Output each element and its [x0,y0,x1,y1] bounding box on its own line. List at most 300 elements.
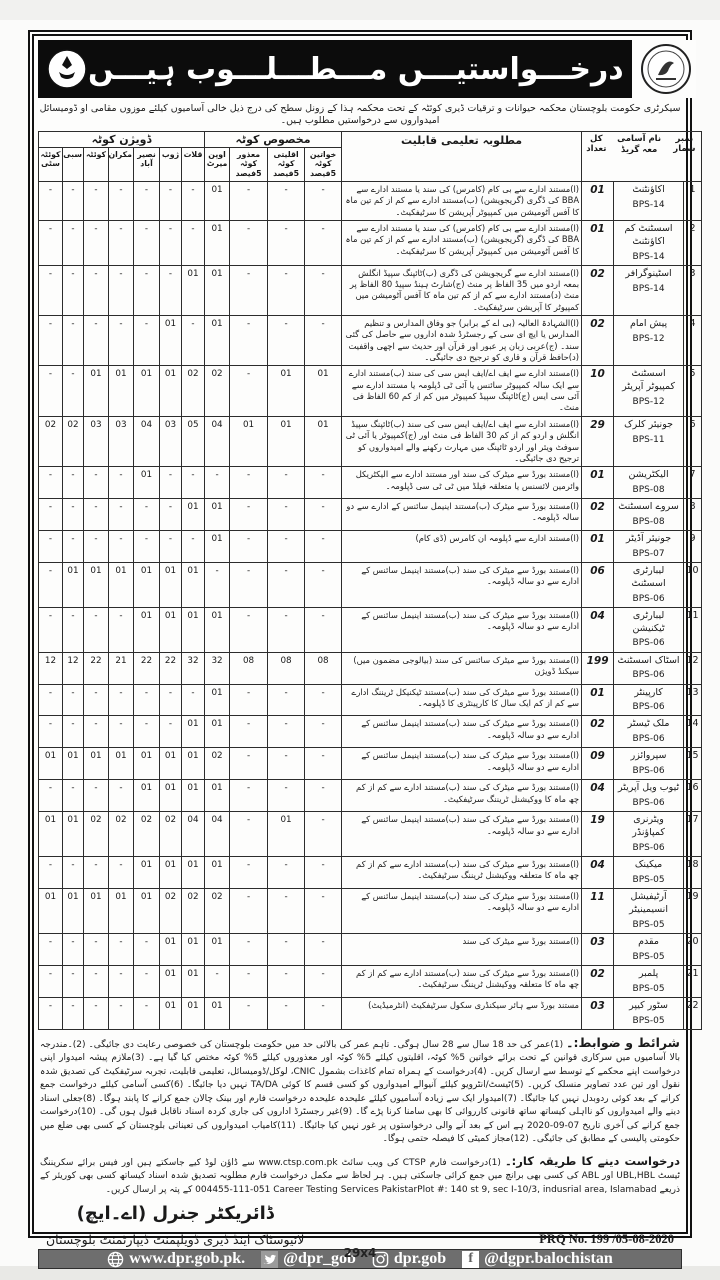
quota-cell: 02 [39,416,63,466]
quota-cell: 01 [205,531,230,563]
quota-cell: 01 [63,889,84,934]
serial-cell: 2 [684,220,702,265]
quota-cell: 01 [205,716,230,748]
quota-cell: - [134,316,160,366]
quota-cell: - [305,889,342,934]
serial-cell: 4 [684,316,702,366]
table-row [39,181,702,220]
quota-cell: - [84,467,109,499]
quota-cell: - [305,748,342,780]
quota-cell: - [268,467,305,499]
quota-cell: - [84,997,109,1029]
post-cell [614,531,684,563]
total-cell: 03 [582,933,614,965]
post-cell [614,857,684,889]
quota-cell: - [39,965,63,997]
qualification-cell: (ا)مستند بورڈ سے میٹرک (ب)مستند اینیمل سائنس کے ادارے سے دو سالہ ڈپلومہ۔ [342,499,582,531]
quota-cell: 01 [268,416,305,466]
table-row [39,467,702,499]
ad-title: درخـــواستیـــں مـــطـــلـــوب ہیـــں [88,51,624,87]
quota-cell: 02 [182,366,205,416]
quota-cell: - [39,220,63,265]
quota-cell: 12 [39,652,63,684]
post-name: ویٹرنری کمپاؤنڈر [632,814,665,839]
quota-cell: 03 [160,416,182,466]
quota-cell: 01 [134,857,160,889]
government-seal-icon [636,40,696,98]
post-name: لیبارٹری ٹیکنیشن [632,609,665,634]
quota-cell: - [109,607,134,652]
quota-cell: 01 [109,748,134,780]
quota-cell: - [134,716,160,748]
serial-cell: 13 [684,684,702,716]
total-cell: 04 [582,780,614,812]
quota-cell: - [63,366,84,416]
quota-cell: 01 [160,933,182,965]
quota-cell: 01 [182,499,205,531]
total-cell: 02 [582,716,614,748]
qualification-cell: (ا)مستند بورڈ سے میٹرک کی سند (ب)مستند اینیمل سائنس کے ادارے سے دو سالہ ڈپلومہ۔ [342,812,582,857]
serial-cell: 1 [684,181,702,220]
total-cell: 09 [582,748,614,780]
table-row [39,220,702,265]
quota-cell: 02 [205,366,230,416]
quota-cell: 32 [205,652,230,684]
quota-cell: - [39,857,63,889]
table-row [39,716,702,748]
quota-cell: - [230,366,268,416]
post-grade: BPS-05 [632,919,665,930]
post-cell [614,563,684,608]
quota-cell: - [230,997,268,1029]
quota-cell: - [230,684,268,716]
quota-cell: 05 [182,416,205,466]
quota-cell: - [305,531,342,563]
quota-cell: - [84,265,109,315]
quota-cell: - [84,933,109,965]
qualification-cell: (ا)مستند ادارے سے ایف اے/ایف ایس سی کی سند (ب)مستند ادارے سے ایک سالہ کمپیوٹر سائنس یا آئی ٹی ڈپلومہ یا مستند ادارے سے آئی سی ایس (ج)ٹائپنگ سپیڈ کمپیوٹر میں کم از کم 60 الفاظ فی منٹ۔ [342,366,582,416]
quota-cell: - [39,563,63,608]
post-cell [614,780,684,812]
qualification-cell: (ا)مستند ادارے سے گریجویشن کی ڈگری (ب)ٹائپنگ سپیڈ انگلش بمعہ اردو میں 35 الفاظ پر منٹ (ج)شارٹ ہینڈ سپیڈ 80 الفاظ پر منٹ (د)مستند ادارے سے کم از کم تین ماہ کا آفس آٹومیشن میں کمپیوٹر کا آپریشن سرٹیفکیٹ۔ [342,265,582,315]
serial-cell: 3 [684,265,702,315]
quota-cell: 02 [160,812,182,857]
vacancy-table-body [39,181,702,1029]
qualification-cell: (ا)مستند بورڈ سے میٹرک کی سند (ب)مستند ادارے سے کم از کم چھ ماہ کا ووکیشنل ٹریننگ سرٹیفکیٹ۔ [342,780,582,812]
quota-cell: 01 [134,607,160,652]
quota-cell: 01 [205,316,230,366]
serial-cell: 10 [684,563,702,608]
quota-cell: - [230,933,268,965]
total-cell: 01 [582,467,614,499]
quota-cell: 02 [109,812,134,857]
quota-cell: - [268,563,305,608]
facebook-icon: f [462,1251,479,1268]
qualification-cell: (ا)مستند ادارے سے ایف اے/ایف ایس سی کی سند (ب)ٹائپنگ سپیڈ انگلش و اردو کم از کم 30 الفاظ فی منٹ اور (ج)کمپیوٹر یا آئی ٹی سوفٹ ویئر اور اردو ٹائپنگ میں مہارت رکھنے والے امیدواروں کو ترجیح دی جائیگی۔ [342,416,582,466]
quota-cell: - [230,531,268,563]
quota-cell: 02 [205,748,230,780]
quota-cell: - [305,265,342,315]
post-grade: BPS-06 [632,670,665,681]
table-row [39,366,702,416]
special-quota-header: مخصوص کوٹہ [205,131,342,147]
quota-cell: - [39,499,63,531]
qualification-cell: (ا)مستند ادارے سے ڈپلومہ ان کامرس (ڈی کام) [342,531,582,563]
quota-cell: - [305,684,342,716]
total-cell: 11 [582,889,614,934]
print-size-caption: 29x4 [343,1246,377,1260]
quota-cell: - [39,997,63,1029]
post-grade: BPS-14 [632,199,665,210]
quota-cell: - [230,716,268,748]
quota-cell: 12 [63,652,84,684]
post-grade: BPS-07 [632,548,665,559]
quota-cell: - [182,220,205,265]
quota-cell: 01 [205,933,230,965]
serial-cell: 5 [684,366,702,416]
total-header: کل تعداد [586,133,607,154]
quota-cell: 01 [160,780,182,812]
quota-cell: - [230,857,268,889]
post-name: جونیئر آڈیٹر [626,533,672,545]
post-name: ملک ٹیسٹر [627,718,670,730]
total-cell: 02 [582,965,614,997]
post-grade: BPS-06 [632,593,665,604]
quota-cell: - [230,499,268,531]
total-cell: 04 [582,857,614,889]
procedure-text: (1)درخواست فارم CTSP کی ویب سائٹ www.ctsp.com.pk سے ڈاؤن لوڈ کیے جاسکتے ہیں اور فیس برائے سکریننگ ٹیسٹ UBL,HBL اور ABL کی کسی بھی برانچ میں جمع کرائی جاسکتی ہیں۔ ہر لحاظ سے مکمل درخواست فارم مطلوبہ تصدیق شدہ اسناد کیساتھ کسی بھی کوریئر کے ذریعے [40,1157,680,1195]
quota-cell: 01 [182,933,205,965]
quota-cell: - [39,716,63,748]
quota-cell: - [182,531,205,563]
post-grade: BPS-06 [632,638,665,649]
quota-cell: 04 [205,416,230,466]
quota-cell: 01 [160,563,182,608]
quota-cell: 22 [134,652,160,684]
quota-cell: 01 [230,416,268,466]
serial-cell: 17 [684,812,702,857]
quota-cell: 08 [268,652,305,684]
post-cell [614,499,684,531]
table-row [39,607,702,652]
quota-cell: 01 [205,181,230,220]
quota-cell: - [63,220,84,265]
quota-cell: - [230,780,268,812]
quota-column-header: معذور کوٹہ 5فیصد [230,147,268,181]
quota-column-header: قلات [182,147,205,181]
qualification-cell: (ا)مستند بورڈ سے میٹرک کی سند (ب)مستند اینیمل سائنس کے ادارے سے دو سالہ ڈپلومہ۔ [342,748,582,780]
quota-cell: - [268,499,305,531]
post-name: سپروائزر [630,750,667,762]
post-grade: BPS-05 [632,951,665,962]
quota-cell: - [230,607,268,652]
quota-cell: - [109,857,134,889]
post-cell [614,684,684,716]
post-name: اکاؤنٹنٹ [632,183,665,195]
quota-cell: - [134,684,160,716]
serial-post-total-header [582,131,702,181]
terms-heading: شرائط و ضوابط:۔ [566,1034,680,1050]
quota-cell: 01 [39,812,63,857]
quota-cell: - [230,563,268,608]
post-cell [614,265,684,315]
quota-cell: 01 [305,416,342,466]
post-grade: BPS-14 [632,283,665,294]
total-cell: 02 [582,499,614,531]
total-cell: 02 [582,265,614,315]
quota-cell: - [109,965,134,997]
quota-cell: - [63,780,84,812]
qualification-cell: (ا)مستند ادارے سے بی کام (کامرس) کی سند یا مستند ادارے سے BBA کی ڈگری (گریجویشن) (ب)مستند ادارے سے کم از کم تین ماہ کا آفس آٹومیشن میں کمپیوٹر آپریشن کا سرٹیفکیٹ۔ [342,220,582,265]
total-cell: 02 [582,316,614,366]
quota-cell: 08 [305,652,342,684]
quota-cell: - [134,181,160,220]
quota-cell: 01 [182,716,205,748]
quota-cell: - [84,607,109,652]
quota-cell: - [305,563,342,608]
quota-cell: - [305,607,342,652]
quota-cell: - [63,716,84,748]
quota-cell: 01 [84,366,109,416]
quota-cell: - [268,316,305,366]
quota-cell: - [84,181,109,220]
qualification-cell: (ا)مستند بورڈ سے میٹرک کی سند [342,933,582,965]
quota-cell: 02 [134,812,160,857]
quota-cell: 01 [134,366,160,416]
serial-cell: 21 [684,965,702,997]
quota-cell: - [39,467,63,499]
quota-cell: - [230,265,268,315]
total-cell: 03 [582,997,614,1029]
post-grade: BPS-12 [632,333,665,344]
procedure-address: Career Testing Services PakistarPlot #: 140 st 9, sec I-10/3, indusrial area, Islamabad [273,1184,657,1195]
post-name: اسٹاک اسسٹنٹ [617,654,680,666]
quota-cell: - [39,531,63,563]
qualification-cell: (ا)مستند بورڈ سے میٹرک کی سند (ب)مستند اینیمل سائنس کے ادارے سے دو سالہ ڈپلومہ۔ [342,563,582,608]
table-row [39,316,702,366]
post-name: اسٹینوگرافر [625,267,672,279]
quota-cell: - [305,316,342,366]
qualification-cell: (ا)الشہادۃ العالیہ (بی اے کے برابر) جو وفاق المدارس و تنظیم المدارس یا ایچ ای سی کے رجسٹرڈ شدہ اداروں سے حاصل کی گئی سند۔ (ج)عربی زبان پر عبور اور قرآن اور حدیث سے اچھی واقفیت (د)حافظ قرآن و قاری کو ترجیح دی جائیگی۔ [342,316,582,366]
post-cell [614,366,684,416]
total-cell: 04 [582,607,614,652]
quota-cell: - [84,716,109,748]
quota-column-header: کوئٹہ [84,147,109,181]
quota-cell: - [84,965,109,997]
quota-cell: - [84,499,109,531]
serial-cell: 12 [684,652,702,684]
quota-cell: - [134,965,160,997]
quota-cell: - [182,181,205,220]
quota-cell: - [39,366,63,416]
table-row [39,997,702,1029]
total-cell: 10 [582,366,614,416]
quota-cell: - [268,265,305,315]
post-cell [614,933,684,965]
post-cell [614,889,684,934]
quota-cell: - [84,531,109,563]
quota-cell: - [160,531,182,563]
post-name: مقدم [638,935,659,947]
quota-cell: 01 [205,265,230,315]
qualification-cell: مستند بورڈ سے ہائر سیکنڈری سکول سرٹیفکیٹ (انٹرمیڈیٹ) [342,997,582,1029]
post-name: پلمبر [638,967,659,979]
quota-cell: - [109,220,134,265]
quota-cell: 03 [109,416,134,466]
division-quota-header: ڈویژن کوٹہ [39,131,205,147]
serial-cell: 8 [684,499,702,531]
quota-cell: - [39,181,63,220]
quota-cell: - [160,499,182,531]
quota-cell: - [84,220,109,265]
quota-cell: - [160,265,182,315]
total-cell: 199 [582,652,614,684]
quota-cell: - [230,220,268,265]
qualification-cell: (ا)مستند ادارے سے بی کام (کامرس) کی سند یا مستند ادارے سے BBA کی ڈگری (گریجویشن) (ب)مستند ادارے سے کم از کم تین ماہ کا آفس آٹومیشن میں کمپیوٹر آپریشن کا سرٹیفکیٹ۔ [342,181,582,220]
signatory-department: لائیوسٹاک اینڈ ڈیری ڈویلپمنٹ ڈیپارٹمنٹ بلوچستان [46,1232,305,1248]
quota-cell: - [109,531,134,563]
post-name: اسسٹنٹ کمپیوٹر آپریٹر [622,368,675,393]
post-cell [614,716,684,748]
quota-column-header: ژوب [160,147,182,181]
quota-cell: - [182,467,205,499]
quota-cell: - [230,316,268,366]
total-cell: 01 [582,181,614,220]
quota-cell: - [230,889,268,934]
quota-cell: - [63,857,84,889]
quota-cell: - [230,181,268,220]
qualification-cell: (ا)مستند بورڈ سے میٹرک کی سند (ب)مستند ادارے سے کم از کم چھ ماہ کا متعلقہ ووکیشنل ٹریننگ سرٹیفکیٹ۔ [342,857,582,889]
quota-cell: - [305,220,342,265]
quota-cell: - [109,316,134,366]
quota-cell: - [109,716,134,748]
quota-cell: 01 [182,607,205,652]
quota-cell: - [305,716,342,748]
quota-cell: - [109,265,134,315]
table-row [39,563,702,608]
quota-cell: - [268,748,305,780]
post-cell [614,467,684,499]
quota-cell: - [63,933,84,965]
table-row [39,780,702,812]
quota-cell: 04 [134,416,160,466]
quota-cell: 01 [182,265,205,315]
quota-cell: 01 [134,563,160,608]
website-handle: www.dpr.gob.pk. [107,1250,245,1268]
quota-cell: - [160,220,182,265]
quota-cell: - [160,716,182,748]
quota-cell: - [305,997,342,1029]
post-name: لیبارٹری اسسٹنٹ [631,565,666,589]
post-header: نام آسامی معہ گریڈ [617,133,662,155]
serial-cell: 14 [684,716,702,748]
quota-cell: 01 [109,889,134,934]
post-grade: BPS-05 [632,1015,665,1026]
quota-cell: 32 [182,652,205,684]
quota-cell: 01 [182,997,205,1029]
quota-cell: - [84,684,109,716]
post-name: اسسٹنٹ کم اکاؤنٹنٹ [624,222,673,247]
quota-cell: - [63,997,84,1029]
quota-cell: 01 [134,780,160,812]
quota-cell: - [230,965,268,997]
quota-cell: - [134,531,160,563]
masthead [34,36,686,98]
serial-cell: 15 [684,748,702,780]
post-cell [614,965,684,997]
quota-cell: 01 [160,965,182,997]
quota-cell: - [305,467,342,499]
quota-cell: - [134,933,160,965]
post-cell [614,997,684,1029]
quota-cell: 01 [109,563,134,608]
post-name: جونیئر کلرک [624,418,673,430]
quota-cell: 02 [160,889,182,934]
table-group-header-row [39,131,702,147]
post-grade: BPS-11 [632,434,665,445]
post-name: سروے اسسٹنٹ [618,501,679,513]
quota-cell: - [305,965,342,997]
quota-cell: 01 [160,366,182,416]
vacancy-table [38,131,702,1030]
quota-cell: - [230,812,268,857]
table-row [39,857,702,889]
quota-cell: - [160,181,182,220]
serial-cell: 22 [684,997,702,1029]
post-grade: BPS-08 [632,516,665,527]
quota-cell: 01 [182,748,205,780]
post-cell [614,812,684,857]
post-name: الیکٹریشن [628,469,669,481]
quota-cell: - [305,812,342,857]
quota-cell: - [134,997,160,1029]
quota-cell: 01 [63,563,84,608]
post-cell [614,748,684,780]
quota-cell: 01 [205,607,230,652]
table-row [39,531,702,563]
post-grade: BPS-05 [632,983,665,994]
quota-cell: 01 [109,366,134,416]
quota-cell: 21 [109,652,134,684]
quota-cell: - [63,607,84,652]
quota-cell: 01 [205,997,230,1029]
quota-cell: - [268,933,305,965]
quota-cell: - [84,316,109,366]
quota-cell: - [39,780,63,812]
quota-cell: - [63,531,84,563]
quota-cell: 01 [268,366,305,416]
post-name: پیش امام [629,318,668,330]
table-row [39,965,702,997]
quota-cell: - [160,684,182,716]
quota-cell: - [63,316,84,366]
terms-and-conditions [34,1030,686,1149]
quota-cell: - [268,220,305,265]
qualification-cell: (ا)مستند بورڈ سے میٹرک کی سند (ب)مستند اینیمل سائنس کے ادارے سے دو سالہ ڈپلومہ۔ [342,716,582,748]
prq-number: PRQ No. 199 /05-08-2020 [539,1232,674,1247]
quota-cell: - [109,997,134,1029]
quota-cell: 01 [160,857,182,889]
quota-cell: 04 [205,812,230,857]
post-grade: BPS-06 [632,766,665,777]
quota-cell: 01 [205,780,230,812]
quota-cell: - [268,965,305,997]
quota-cell: - [63,965,84,997]
quota-cell: - [109,780,134,812]
quota-cell: - [305,933,342,965]
quota-cell: - [160,467,182,499]
quota-cell: 01 [134,467,160,499]
